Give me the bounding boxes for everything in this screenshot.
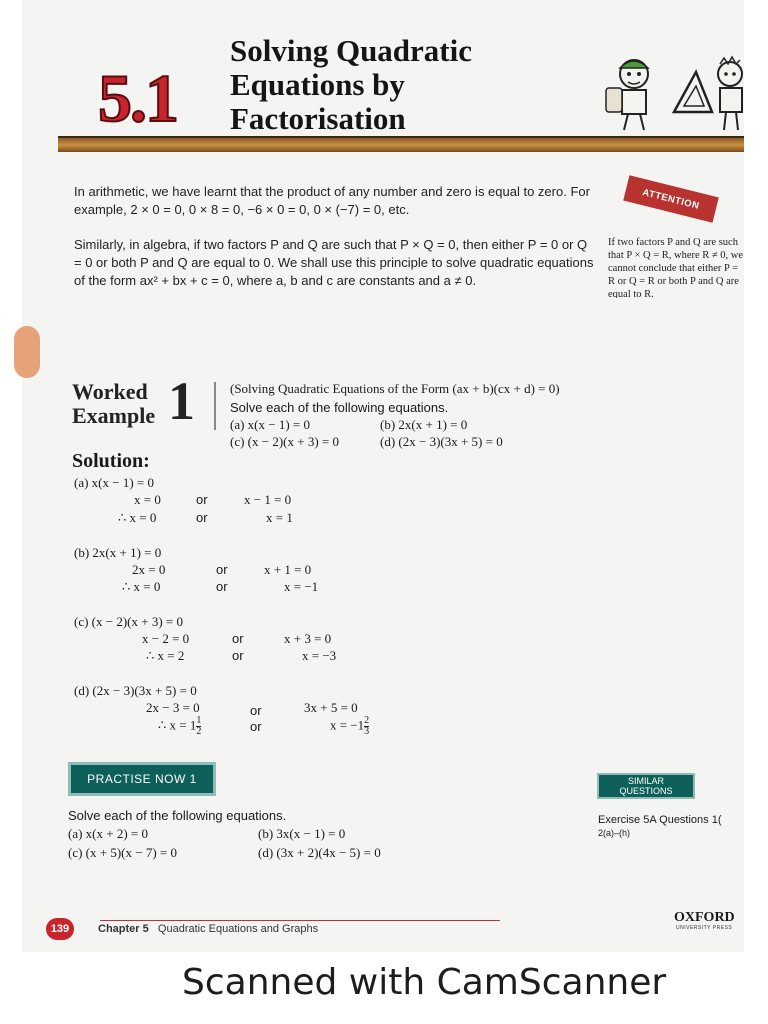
answer-d-right-prefix: x = −1 [330,717,365,733]
similar-line-1: SIMILAR [627,776,664,786]
title-line-3: Factorisation [230,101,406,136]
exercise-reference: Exercise 5A Questions 1( [598,814,722,826]
or-text: or [250,719,262,734]
question-d: (d) (2x − 3)(3x + 5) = 0 [380,434,503,449]
question-b: (b) 2x(x + 1) = 0 [380,417,468,432]
title-line-1: Solving Quadratic [230,33,473,68]
similar-questions-button[interactable] [597,773,695,799]
solution-d-equation: (d) (2x − 3)(3x + 5) = 0 [74,683,197,698]
title-banner [58,136,744,152]
question-a: (a) x(x − 1) = 0 [230,417,310,432]
attention-note: If two factors P and Q are such that P × Q = R, where R ≠ 0, we cannot conclude that either P = R or Q = R or both P and Q are equal to R. [608,237,744,298]
solution-b-right-1: x + 1 = 0 [264,562,312,577]
solution-a-right-1: x − 1 = 0 [244,492,292,507]
denominator: 2 [196,726,202,737]
practise-c: (c) (x + 5)(x − 7) = 0 [68,845,177,860]
solution-heading: Solution: [72,450,150,472]
chapter-number: Chapter 5 [98,923,149,935]
solution-c-right-2: x = −3 [302,648,337,663]
solution-b-left-2: ∴ x = 0 [122,579,161,594]
practise-a: (a) x(x + 2) = 0 [68,826,148,841]
intro-paragraph-2: Similarly, in algebra, if two factors P and Q are such that P × Q = 0, then either P = 0 or Q = 0 or both P and Q are equal to 0. We shall use this principle to solve quadratic equations of the form ax² + bx + c = 0, where a, b and c are constants and a ≠ 0. [74,237,594,288]
chapter-title: Quadratic Equations and Graphs [157,923,319,935]
page-number-badge: 139 [46,918,74,940]
publisher-subtitle: UNIVERSITY PRESS [676,925,733,931]
solution-b-right-2: x = −1 [284,579,319,594]
worked-label-line1: Worked [72,379,148,404]
numerator: 2 [364,715,370,726]
or-text: or [196,510,208,525]
or-text: or [196,492,208,507]
answer-d-left-prefix: ∴ x = 1 [158,717,197,733]
or-text: or [216,579,228,594]
solution-a-left-2: ∴ x = 0 [118,510,157,525]
solution-c-left-1: x − 2 = 0 [142,631,190,646]
practise-instruction: Solve each of the following equations. [68,808,287,823]
chapter-label [98,923,318,935]
practise-d: (d) (3x + 2)(4x − 5) = 0 [258,845,381,860]
section-number: 5.1 [98,60,177,136]
title-line-2: Equations by [230,67,405,102]
solution-d-right-2 [330,716,369,737]
or-text: or [232,631,244,646]
numerator: 1 [196,715,202,726]
fraction [196,716,201,737]
or-text: or [216,562,228,577]
solution-b-left-1: 2x = 0 [132,562,166,577]
worked-label-line2: Example [72,403,156,428]
footer-rule [100,920,500,921]
solution-a-equation: (a) x(x − 1) = 0 [74,475,154,490]
solution-d-left-2 [158,716,201,737]
exercise-parts: 2(a)–(h) [598,828,631,838]
camscanner-watermark: Scanned with CamScanner [182,962,667,1003]
similar-line-2: QUESTIONS [619,786,673,796]
solution-a-right-2: x = 1 [266,510,293,525]
solution-c-left-2: ∴ x = 2 [146,648,185,663]
worked-example-label [72,380,155,428]
intro-paragraph-1: In arithmetic, we have learnt that the product of any number and zero is equal to zero. For example, 2 × 0 = 0, 0 × 8 = 0, −6 × 0 = 0, 0 × (−7) = 0, etc. [74,184,590,217]
question-c: (c) (x − 2)(x + 3) = 0 [230,434,339,449]
or-text: or [232,648,244,663]
divider [214,382,216,430]
solution-c-equation: (c) (x − 2)(x + 3) = 0 [74,614,183,629]
denominator: 3 [364,726,370,737]
solution-c-right-1: x + 3 = 0 [284,631,332,646]
publisher-logo: OXFORD [674,910,735,925]
practise-b: (b) 3x(x − 1) = 0 [258,826,346,841]
section-title [230,34,472,136]
or-text: or [250,703,262,718]
worked-example-instruction: Solve each of the following equations. [230,400,449,415]
cartoon-illustration [600,52,744,134]
solution-d-right-1: 3x + 5 = 0 [304,700,358,715]
finger-blur [14,326,40,378]
worked-example-number: 1 [168,371,195,431]
solution-d-left-1: 2x − 3 = 0 [146,700,200,715]
practise-now-button[interactable]: PRACTISE NOW 1 [68,762,216,796]
attention-badge: ATTENTION [623,175,719,222]
fraction [364,716,369,737]
worked-example-heading: (Solving Quadratic Equations of the Form (ax + b)(cx + d) = 0) [230,381,560,396]
solution-b-equation: (b) 2x(x + 1) = 0 [74,545,162,560]
solution-a-left-1: x = 0 [134,492,161,507]
